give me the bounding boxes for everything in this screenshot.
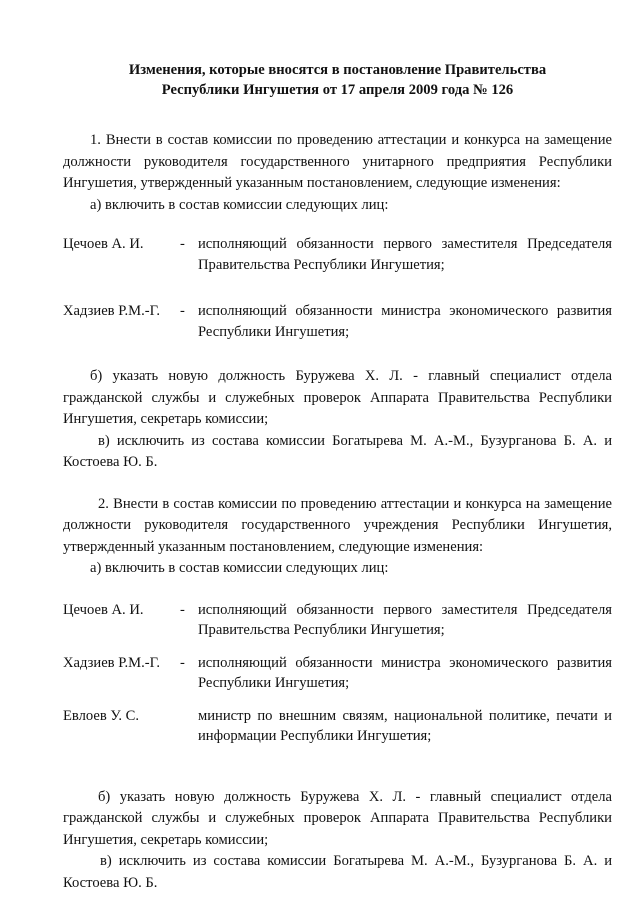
- section-1: [63, 130, 612, 474]
- section-1-member-list: [63, 234, 612, 342]
- member-position: министр по внешним связям, национальной политике, печати и информации Республики Ингушетия;: [198, 707, 612, 744]
- member-row: [63, 234, 612, 275]
- member-row: [63, 301, 612, 342]
- section-1-item-a: а) включить в состав комиссии следующих лиц:: [90, 196, 389, 213]
- member-row: [63, 706, 612, 747]
- section-1-item-b: б) указать новую должность Буружева Х. Л. - главный специалист отдела гражданской службы и служебных проверок Аппарата Правительства Республики Ингушетия, секретарь комиссии;: [63, 368, 612, 427]
- member-row: [63, 653, 612, 694]
- section-2-member-list: [63, 600, 612, 747]
- member-name: Цечоев А. И.: [63, 601, 144, 618]
- member-position: исполняющий обязанности министра экономического развития Республики Ингушетия;: [198, 654, 612, 691]
- member-dash: -: [180, 601, 185, 618]
- member-dash: -: [180, 236, 185, 252]
- section-2-item-b: б) указать новую должность Буружева Х. Л. - главный специалист отдела гражданской службы и служебных проверок Аппарата Правительства Республики Ингушетия, секретарь комиссии;: [63, 788, 612, 848]
- document-title-line-1: Изменения, которые вносятся в постановление Правительства: [128, 62, 547, 78]
- member-position: исполняющий обязанности первого заместителя Председателя Правительства Республики Ингушетия;: [198, 236, 612, 273]
- section-2-item-v: в) исключить из состава комиссии Богатырева М. А.-М., Бузурганова Б. А. и Костоева Ю. Б.: [63, 853, 612, 891]
- section-2-item-a: а) включить в состав комиссии следующих лиц:: [90, 560, 389, 576]
- member-name: Цечоев А. И.: [63, 236, 144, 252]
- member-dash: -: [180, 654, 185, 671]
- member-dash: [180, 706, 198, 747]
- member-name: Хадзиев Р.М.-Г.: [63, 303, 161, 319]
- member-position: исполняющий обязанности министра экономического развития Республики Ингушетия;: [198, 303, 612, 340]
- member-dash: -: [180, 303, 185, 319]
- document-title-line-2: Республики Ингушетия от 17 апреля 2009 года № 126: [161, 82, 514, 98]
- document-title: [63, 60, 612, 100]
- member-position: исполняющий обязанности первого заместителя Председателя Правительства Республики Ингушетия;: [198, 601, 612, 638]
- member-name: Евлоев У. С.: [63, 707, 140, 724]
- section-1-item-v: в) исключить из состава комиссии Богатырева М. А.-М., Бузурганова Б. А. и Костоева Ю. Б.: [63, 432, 612, 470]
- section-1-intro: 1. Внести в состав комиссии по проведению аттестации и конкурса на замещение должности руководителя государственного унитарного предприятия Республики Ингушетия, утвержденный указанным постановлением, следующие изменения:: [63, 132, 612, 191]
- member-name: Хадзиев Р.М.-Г.: [63, 654, 161, 671]
- section-2-intro: 2. Внести в состав комиссии по проведению аттестации и конкурса на замещение должности руководителя государственного учреждения Республики Ингушетия, утвержденный указанным постановлением, следующие изменения:: [63, 495, 612, 555]
- member-row: [63, 600, 612, 641]
- section-2: [63, 494, 612, 895]
